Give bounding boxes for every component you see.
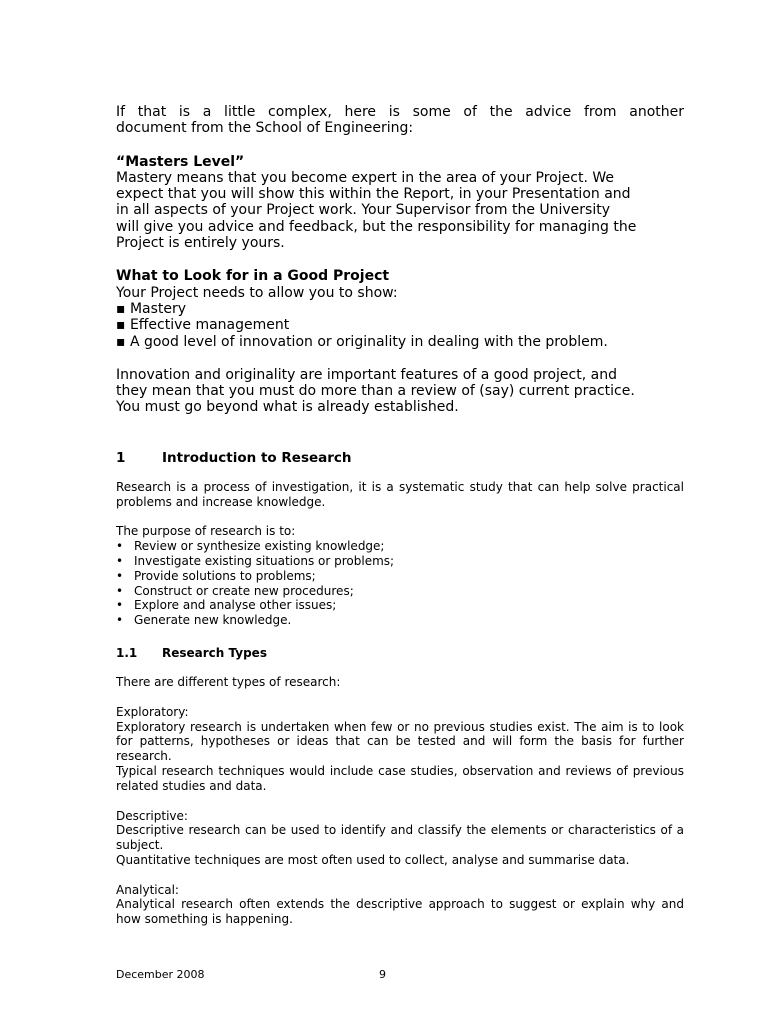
intro-line: document from the School of Engineering: (116, 120, 414, 137)
list-item: • Generate new knowledge. (116, 613, 684, 628)
intro-paragraph (116, 104, 684, 137)
masters-line: expect that you will show this within the Report, in your Presentation and (116, 186, 631, 203)
exploratory-techniques: Typical research techniques would include case studies, observation and reviews of previous related studies and data. (116, 763, 684, 793)
innovation-line: they mean that you must do more than a review of (say) current practice. (116, 383, 635, 400)
list-item: • Investigate existing situations or problems; (116, 554, 684, 569)
masters-line: Project is entirely yours. (116, 235, 285, 252)
innovation-line: You must go beyond what is already established. (116, 399, 459, 416)
exploratory-text: Exploratory research is undertaken when few or no previous studies exist. The aim is to look for patterns, hypotheses or ideas that can be tested and will form the basis for further research. (116, 719, 684, 764)
list-item: • Construct or create new procedures; (116, 584, 684, 599)
masters-paragraph (116, 170, 684, 251)
innovation-paragraph (116, 367, 684, 416)
research-definition: Research is a process of investigation, it is a systematic study that can help solve practical problems and increase knowledge. (116, 479, 684, 509)
section-number: 1 (116, 449, 126, 466)
types-lead: There are different types of research: (116, 674, 341, 689)
section-title: Introduction to Research (162, 449, 352, 466)
purpose-lead: The purpose of research is to: (116, 524, 296, 539)
section-title: Research Types (162, 645, 267, 660)
descriptive-text: Descriptive research can be used to identify and classify the elements or characteristics of a subject. (116, 823, 684, 853)
masters-line: will give you advice and feedback, but the responsibility for managing the (116, 218, 637, 235)
intro-line: If that is a little complex, here is some of the advice from another (116, 104, 684, 120)
analytical-label: Analytical: (116, 882, 179, 897)
footer-date: December 2008 (116, 968, 205, 981)
list-item: • Provide solutions to problems; (116, 569, 684, 584)
list-item: • Review or synthesize existing knowledge; (116, 539, 684, 554)
page-number: 9 (379, 968, 386, 981)
document-page (116, 104, 684, 927)
list-item: ▪ Mastery (116, 300, 187, 317)
descriptive-techniques: Quantitative techniques are most often used to collect, analyse and summarise data. (116, 852, 630, 867)
descriptive-label: Descriptive: (116, 808, 188, 823)
section-number: 1.1 (116, 645, 138, 660)
good-project-list (116, 301, 684, 350)
exploratory-label: Exploratory: (116, 704, 189, 719)
section-1-1-heading (116, 646, 684, 660)
analytical-text: Analytical research often extends the descriptive approach to suggest or explain why and how something is happening. (116, 897, 684, 927)
list-item: • Explore and analyse other issues; (116, 598, 684, 613)
masters-heading: “Masters Level” (116, 153, 245, 170)
section-1-heading (116, 450, 684, 466)
list-item: ▪ A good level of innovation or originality in dealing with the problem. (116, 333, 608, 350)
good-project-heading: What to Look for in a Good Project (116, 268, 390, 285)
masters-line: in all aspects of your Project work. Your Supervisor from the University (116, 202, 610, 219)
list-item: ▪ Effective management (116, 317, 290, 334)
good-project-lead: Your Project needs to allow you to show: (116, 284, 398, 301)
innovation-line: Innovation and originality are important features of a good project, and (116, 366, 617, 383)
masters-line: Mastery means that you become expert in the area of your Project. We (116, 169, 614, 186)
purpose-list (116, 539, 684, 628)
